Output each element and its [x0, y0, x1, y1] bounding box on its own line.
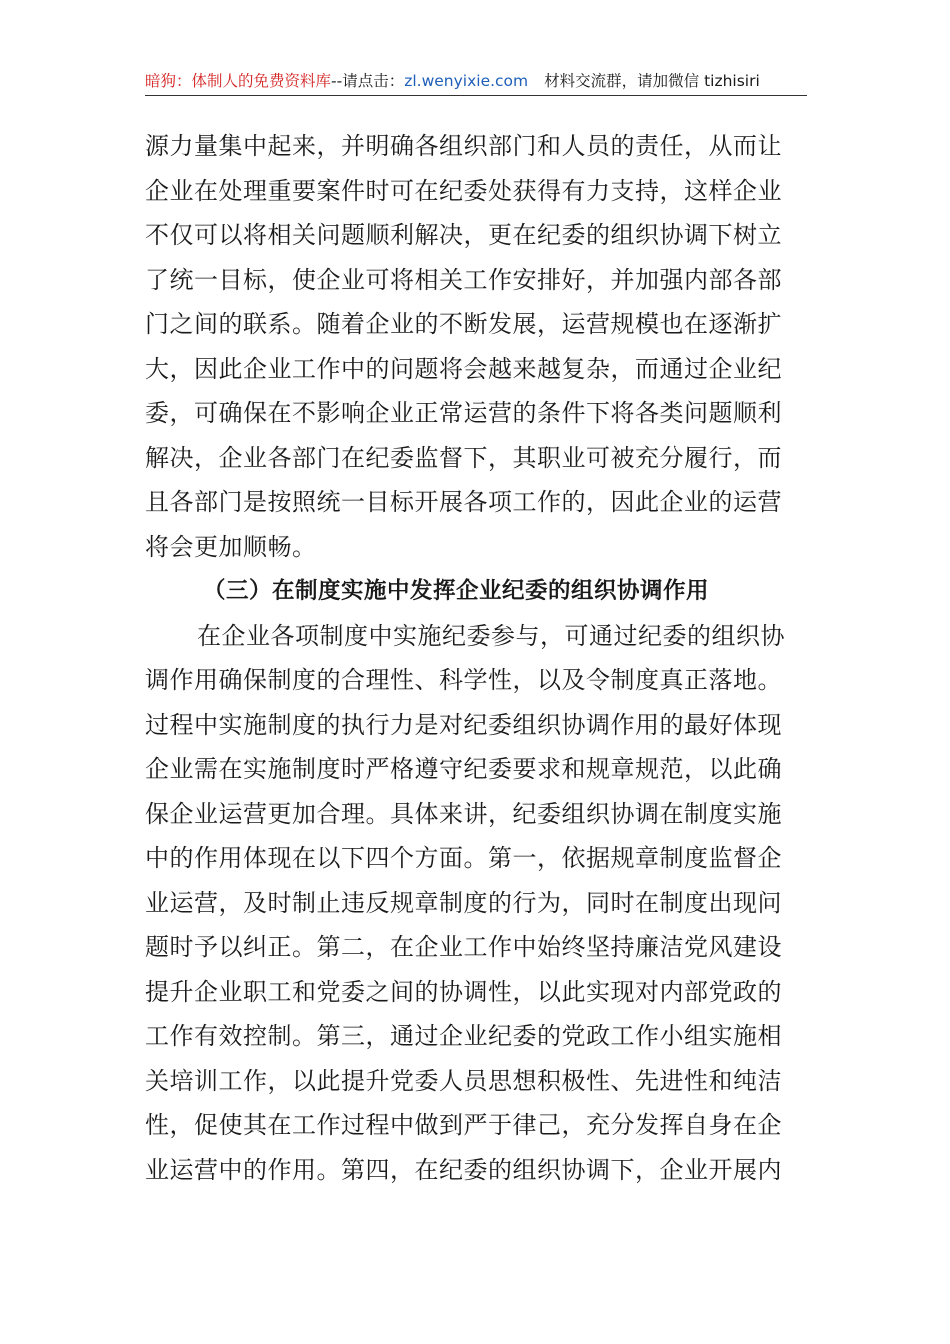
text-line: 解决，企业各部门在纪委监督下，其职业可被充分履行，而 — [145, 443, 782, 472]
text-line: 过程中实施制度的执行力是对纪委组织协调作用的最好体现 — [145, 710, 782, 739]
text-line: 性，促使其在工作过程中做到严于律己，充分发挥自身在企 — [145, 1111, 782, 1139]
text-line: 门之间的联系。随着企业的不断发展，运营规模也在逐渐扩 — [145, 310, 782, 338]
paragraph-1 — [145, 124, 807, 569]
text-line: 企业需在实施制度时严格遵守纪委要求和规章规范，以此确 — [145, 755, 782, 783]
page-header — [145, 70, 807, 92]
click-label: --请点击： — [331, 72, 405, 90]
text-line: 题时予以纠正。第二，在企业工作中始终坚持廉洁党风建设 — [145, 933, 782, 961]
text-line: 工作有效控制。第三，通过企业纪委的党政工作小组实施相 — [145, 1022, 782, 1050]
document-body — [145, 124, 807, 1192]
site-link[interactable]: zl.wenyixie.com — [404, 72, 529, 90]
section-heading: （三）在制度实施中发挥企业纪委的组织协调作用 — [203, 578, 710, 604]
text-line: 大，因此企业工作中的问题将会越来越复杂，而通过企业纪 — [145, 354, 782, 383]
text-line: 将会更加顺畅。 — [145, 532, 317, 561]
header-divider — [145, 95, 807, 96]
paragraph-2 — [145, 614, 807, 1193]
text-line: 保企业运营更加合理。具体来讲，纪委组织协调在制度实施 — [145, 799, 782, 828]
text-line: 中的作用体现在以下四个方面。第一，依据规章制度监督企 — [145, 844, 782, 872]
text-line: 委，可确保在不影响企业正常运营的条件下将各类问题顺利 — [145, 399, 782, 427]
text-line: 业运营中的作用。第四，在纪委的组织协调下，企业开展内 — [145, 1155, 782, 1184]
text-line: 调作用确保制度的合理性、科学性，以及令制度真正落地。 — [145, 666, 782, 694]
text-line: 了统一目标，使企业可将相关工作安排好，并加强内部各部 — [145, 265, 782, 294]
text-line: 关培训工作，以此提升党委人员思想积极性、先进性和纯洁 — [145, 1066, 782, 1095]
text-line: 且各部门是按照统一目标开展各项工作的，因此企业的运营 — [145, 488, 782, 516]
contact-text: 材料交流群，请加微信 tizhisiri — [544, 72, 760, 90]
text-line: 源力量集中起来，并明确各组织部门和人员的责任，从而让 — [145, 132, 782, 160]
text-line: 企业在处理重要案件时可在纪委处获得有力支持，这样企业 — [145, 176, 782, 205]
text-line: 业运营，及时制止违反规章制度的行为，同时在制度出现问 — [145, 888, 782, 917]
text-line: 不仅可以将相关问题顺利解决，更在纪委的组织协调下树立 — [145, 221, 782, 249]
brand-text: 暗狗：体制人的免费资料库 — [145, 72, 332, 90]
text-line: 在企业各项制度中实施纪委参与，可通过纪委的组织协 — [197, 621, 785, 650]
text-line: 提升企业职工和党委之间的协调性，以此实现对内部党政的 — [145, 977, 782, 1006]
